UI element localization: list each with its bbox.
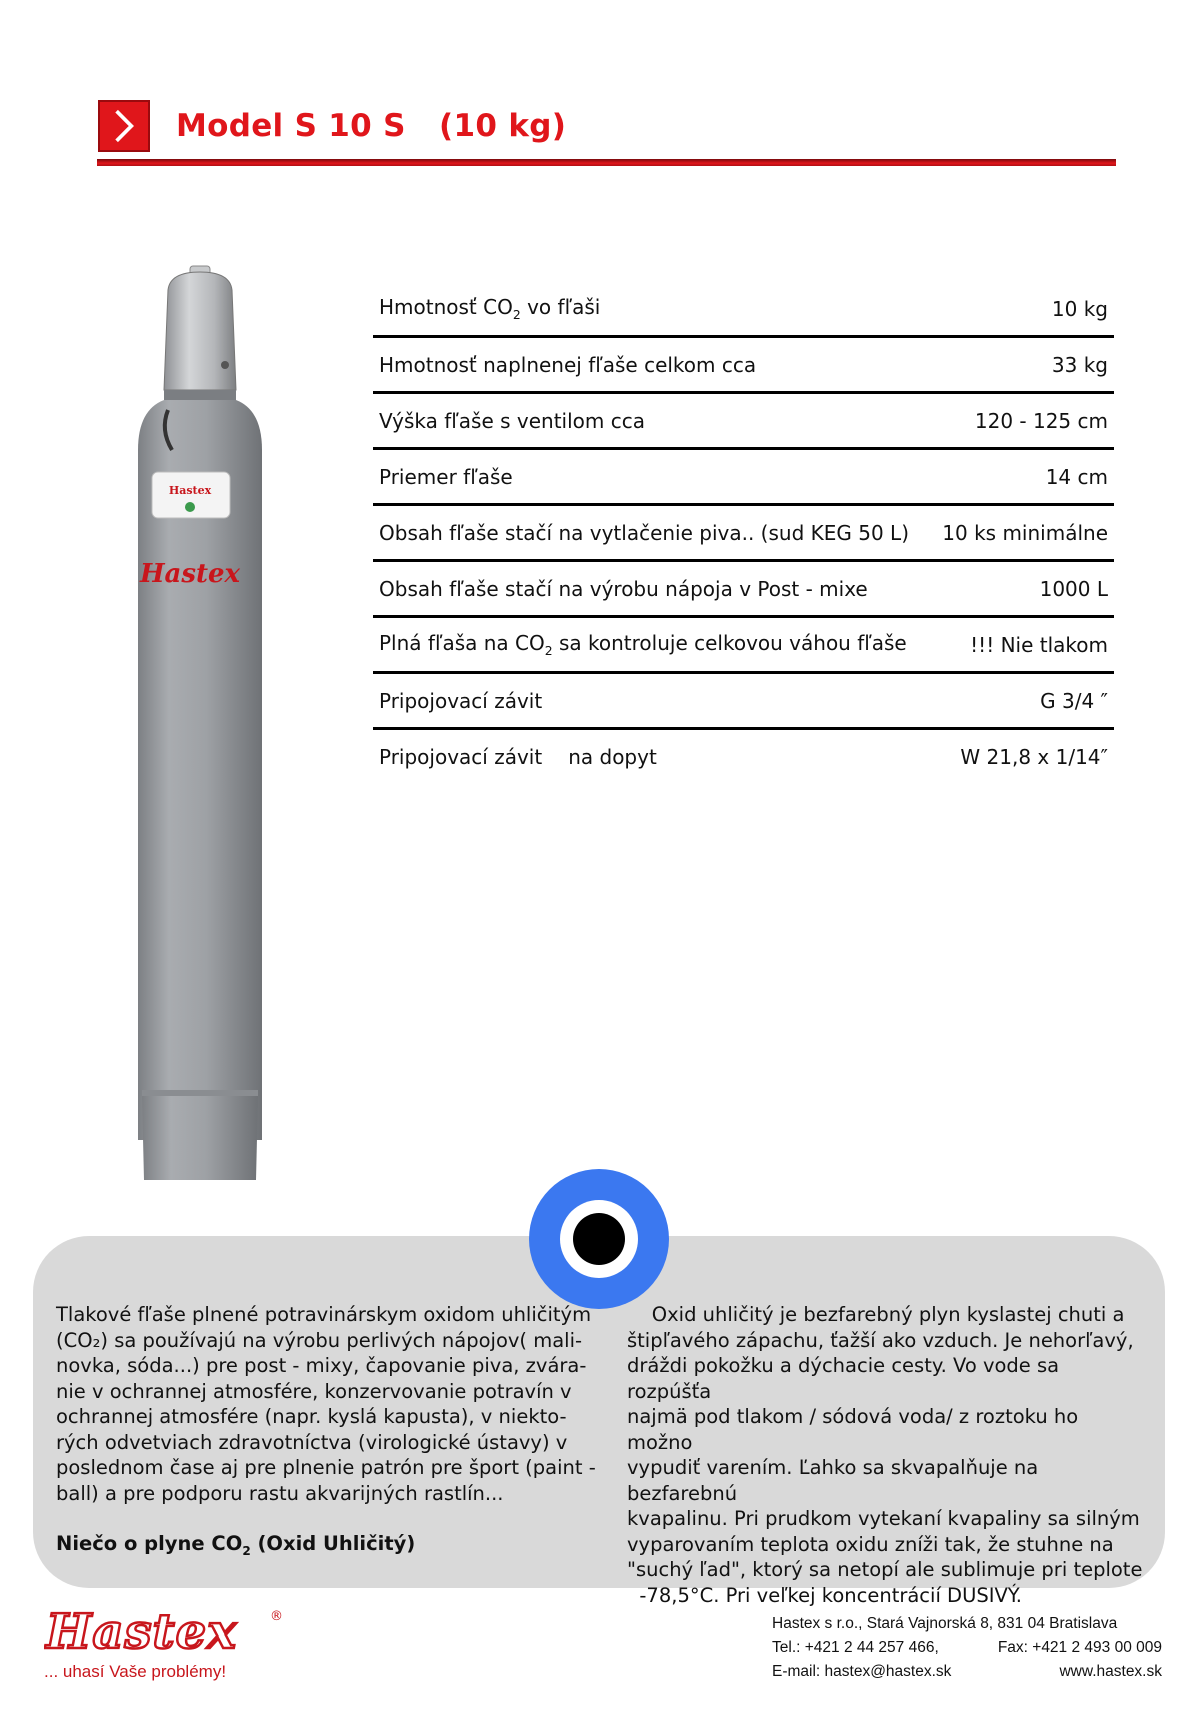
text-line: novka, sóda...) pre post - mixy, čapovanie piva, zvára- (56, 1354, 587, 1377)
table-row (373, 449, 1114, 505)
text-line: rých odvetviach zdravotníctva (virologické ústavy) v (56, 1430, 568, 1454)
table-row (373, 393, 1114, 449)
text-line: vyparovaním teplota oxidu zníži tak, že stuhne na (627, 1532, 1114, 1556)
text-line: poslednom čase aj pre plnenie patrón pre šport (paint - (56, 1456, 596, 1479)
table-row (373, 561, 1114, 617)
text-line: ball) a pre podporu rastu akvarijných rastlín... (56, 1481, 504, 1505)
spec-label: Hmotnosť naplnenej fľaše celkom cca (373, 337, 931, 393)
contact-block (772, 1612, 1162, 1684)
co2-heading: Niečo o plyne $CO_2$ (Oxid Uhličitý) (56, 1532, 416, 1558)
email-link[interactable]: E-mail: hastex@hastex.sk (772, 1663, 952, 1680)
chevron-right-icon (98, 100, 150, 152)
website-link[interactable]: www.hastex.sk (1059, 1663, 1162, 1680)
text-line: Oxid uhličitý je bezfarebný plyn kyslastej chuti a (627, 1303, 1125, 1326)
title-divider (97, 159, 1116, 166)
spec-value: 120 - 125 cm (931, 393, 1114, 449)
phone-number: Tel.: +421 2 44 257 466, (772, 1639, 939, 1656)
co2-usage-text (56, 1302, 596, 1506)
table-row (373, 729, 1114, 784)
table-row (373, 673, 1114, 729)
spec-label: Výška fľaše s ventilom cca (373, 393, 931, 449)
co2-cylinder-image (130, 260, 270, 1185)
spec-label: Hmotnosť $CO_2$ vo fľaši (373, 282, 931, 337)
spec-value: W 21,8 x 1/14″ (960, 744, 1108, 769)
table-row (373, 282, 1114, 337)
svg-text:Hastex: Hastex (46, 1604, 237, 1658)
text-line: kvapalinu. Pri prudkom vytekaní kvapaliny sa silným (627, 1507, 1140, 1530)
cylinder-brand-text: Hastex (139, 559, 241, 589)
spec-value: 10 ks minimálne (931, 505, 1114, 561)
svg-text:®: ® (270, 1609, 283, 1624)
text-line: nie v ochrannej atmosfére, konzervovanie potravín v (56, 1379, 572, 1403)
slogan: ... uhasí Vaše problémy! (44, 1662, 227, 1681)
spec-label: Pripojovací závit na dopyt (379, 744, 657, 769)
hastex-logo (44, 1600, 284, 1658)
text-line: "suchý ľad", ktorý sa netopí ale sublimuje pri teplote (627, 1558, 1143, 1581)
spec-value: 14 cm (931, 449, 1114, 505)
text-line: štipľavého zápachu, ťažší ako vzduch. Je nehorľavý, (627, 1328, 1134, 1352)
text-line: dráždi pokožku a dýchacie cesty. Vo vode sa rozpúšťa (627, 1354, 1060, 1403)
spec-label: Obsah fľaše stačí na výrobu nápoja v Post - mixe (373, 561, 931, 617)
spec-value: 1000 L (931, 561, 1114, 617)
table-row (373, 617, 1114, 673)
text-line: vypudiť varením. Ľahko sa skvapalňuje na bezfarebnú (627, 1456, 1039, 1505)
spec-value: G 3/4 ″ (931, 673, 1114, 729)
spec-value: !!! Nie tlakom (931, 617, 1114, 673)
page-title: Model S 10 S (10 kg) (176, 108, 567, 144)
text-line: Tlakové fľaše plnené potravinárskym oxidom uhličitým (56, 1303, 592, 1326)
spec-label: Obsah fľaše stačí na vytlačenie piva.. (sud KEG 50 L) (373, 505, 931, 561)
fax-number: Fax: +421 2 493 00 009 (997, 1639, 1162, 1656)
text-line: -78,5°C. Pri veľkej koncentrácií DUSIVÝ. (627, 1583, 1022, 1607)
spec-label: Plná fľaša na $CO_2$ sa kontroluje celkovou váhou fľaše (373, 617, 931, 673)
company-address: Hastex s r.o., Stará Vajnorská 8, 831 04 Bratislava (772, 1615, 1118, 1632)
text-line: (CO₂) sa používajú na výrobu perlivých nápojov( mali- (56, 1328, 583, 1352)
cylinder-label-text: Hastex (168, 484, 212, 497)
specifications-table (373, 282, 1114, 783)
eye-icon (528, 1168, 670, 1310)
spec-label: Pripojovací závit (373, 673, 931, 729)
text-line: ochrannej atmosfére (napr. kyslá kapusta), v niekto- (56, 1405, 567, 1428)
spec-label: Priemer fľaše (373, 449, 931, 505)
table-row (373, 337, 1114, 393)
text-line: najmä pod tlakom / sódová voda/ z roztoku ho možno (627, 1405, 1079, 1454)
table-row (373, 505, 1114, 561)
spec-value: 10 kg (931, 282, 1114, 337)
spec-value: 33 kg (931, 337, 1114, 393)
co2-properties-text (627, 1302, 1147, 1608)
